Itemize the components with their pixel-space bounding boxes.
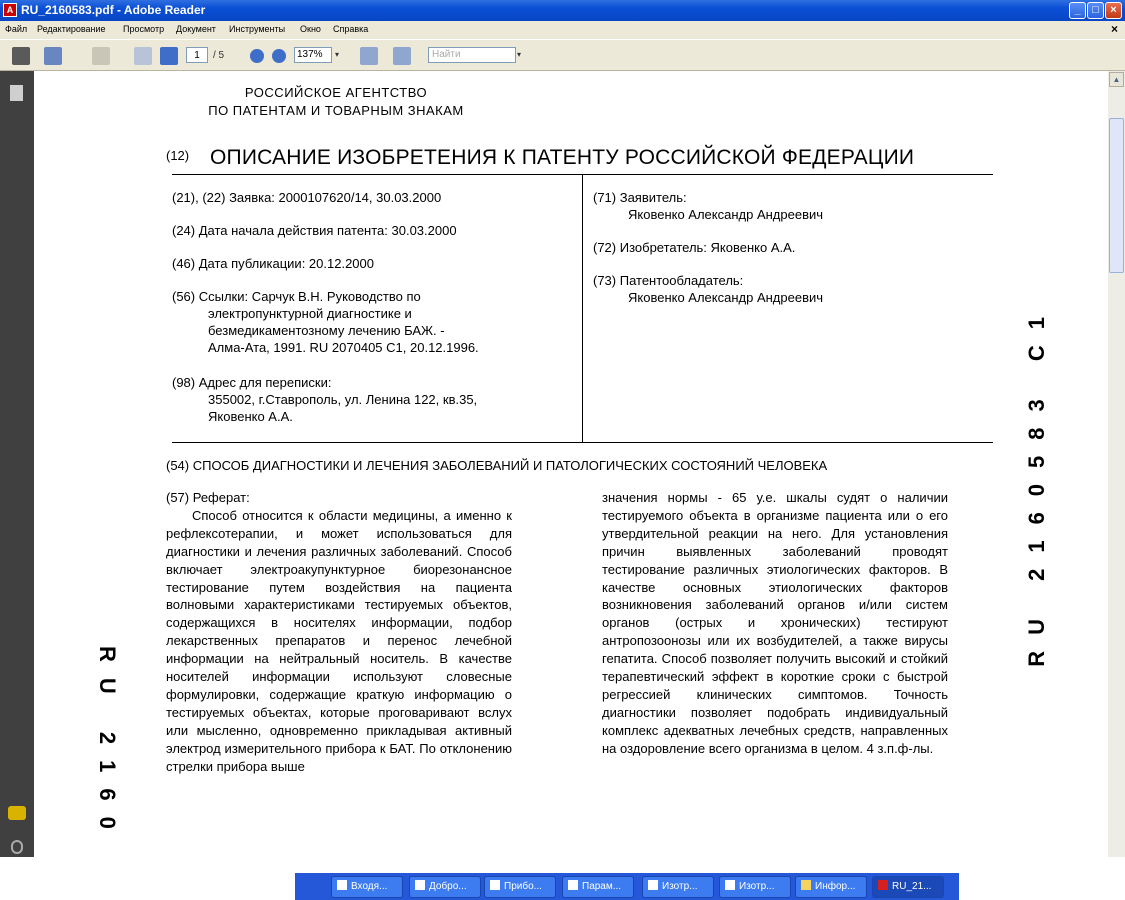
comments-icon[interactable]	[8, 806, 26, 820]
abstract-heading: (57) Реферат:	[166, 490, 250, 505]
divider-bottom	[172, 442, 993, 443]
taskbar-item[interactable]: Инфор...	[795, 876, 867, 898]
divider-vertical	[582, 174, 583, 442]
taskbar-item[interactable]: Входя...	[331, 876, 403, 898]
email-icon[interactable]	[44, 47, 62, 65]
folder-icon	[801, 880, 811, 890]
zoom-select[interactable]: 137%	[294, 47, 332, 63]
pdf-icon	[878, 880, 888, 890]
menu-bar	[0, 21, 1125, 39]
menu-edit[interactable]: Редактирование	[37, 24, 106, 34]
menu-window[interactable]: Окно	[300, 24, 321, 34]
field-98-address: (98) Адрес для переписки:	[172, 375, 332, 390]
single-page-icon[interactable]	[360, 47, 378, 65]
attachments-icon[interactable]	[11, 840, 23, 854]
window-icon	[568, 880, 578, 890]
taskbar-item-active[interactable]: RU_21...	[872, 876, 944, 898]
vertical-scrollbar[interactable]	[1108, 71, 1125, 857]
menu-tools[interactable]: Инструменты	[229, 24, 286, 34]
patent-title: ОПИСАНИЕ ИЗОБРЕТЕНИЯ К ПАТЕНТУ РОССИЙСКОЙ ФЕДЕРАЦИИ	[210, 146, 915, 169]
close-button[interactable]: ×	[1105, 2, 1122, 19]
copy-icon[interactable]	[92, 47, 110, 65]
abstract-left-text: Способ относится к области медицины, а именно к рефлексотерапии, и может использоваться для диагностики и лечения различных заболеваний. Способ включает электроакупунктурное биорезонансное тестирование путем воздействия на пациента волновыми характеристиками тестируемых объектов, содержащихся в носителях информации, подбор лекарственных препаратов и перенос лечебной информации на нейтральный носитель. В качестве носителей информации используют словесные формулировки, содержащие краткую информацию о тестируемых объектах, которые проговаривают вслух или мысленно, одновременно прикладывая активный электрод измерительного прибора к БАТ. По отклонению стрелки прибора выше	[166, 507, 512, 774]
vertical-code-left: RU 2160	[95, 646, 120, 845]
field-24-start-date: (24) Дата начала действия патента: 30.03.2000	[172, 223, 457, 238]
vertical-code-right: RU 2160583 C1	[1024, 301, 1049, 667]
page-total: / 5	[213, 50, 225, 61]
page-number-input[interactable]: 1	[186, 47, 208, 63]
fit-page-icon[interactable]	[393, 47, 411, 65]
field-72-inventor: (72) Изобретатель: Яковенко А.А.	[593, 240, 796, 255]
field-73-name: Яковенко Александр Андреевич	[628, 290, 824, 305]
taskbar	[295, 873, 959, 900]
find-dropdown-icon[interactable]: ▾	[517, 50, 522, 59]
print-icon[interactable]	[12, 47, 30, 65]
code-12: (12)	[166, 148, 190, 163]
agency-line-2: ПО ПАТЕНТАМ И ТОВАРНЫМ ЗНАКАМ	[208, 103, 464, 118]
agency-line-1: РОССИЙСКОЕ АГЕНТСТВО	[244, 85, 428, 100]
find-input[interactable]: Найти	[428, 47, 516, 63]
scroll-up-icon[interactable]: ▲	[1109, 72, 1124, 87]
field-56-line-4: Алма-Ата, 1991. RU 2070405 C1, 20.12.1996.	[208, 340, 479, 355]
window-icon	[490, 880, 500, 890]
scroll-thumb[interactable]	[1109, 118, 1124, 273]
invention-title: (54) СПОСОБ ДИАГНОСТИКИ И ЛЕЧЕНИЯ ЗАБОЛЕВАНИЙ И ПАТОЛОГИЧЕСКИХ СОСТОЯНИЙ ЧЕЛОВЕКА	[166, 458, 828, 473]
zoom-out-icon[interactable]	[250, 49, 264, 63]
field-73-holder: (73) Патентообладатель:	[593, 273, 744, 288]
toolbar	[0, 39, 1125, 71]
taskbar-item[interactable]: Прибо...	[484, 876, 556, 898]
previous-page-icon[interactable]	[134, 47, 152, 65]
window-icon	[648, 880, 658, 890]
next-page-icon[interactable]	[160, 47, 178, 65]
field-56-line-3: безмедикаментозному лечению БАЖ. -	[208, 323, 445, 338]
menu-view[interactable]: Просмотр	[123, 24, 165, 34]
adobe-reader-icon: A	[3, 3, 17, 17]
maximize-button[interactable]: □	[1087, 2, 1104, 19]
field-56-references: (56) Ссылки: Сарчук В.Н. Руководство по	[172, 289, 421, 304]
field-98-line-3: Яковенко А.А.	[208, 409, 293, 424]
document-page	[34, 71, 1108, 857]
menu-document[interactable]: Документ	[176, 24, 216, 34]
field-71-applicant: (71) Заявитель:	[593, 190, 687, 205]
navigation-sidebar	[0, 71, 34, 857]
window-title: RU_2160583.pdf - Adobe Reader	[21, 3, 206, 17]
title-bar	[0, 0, 1125, 21]
zoom-in-icon[interactable]	[272, 49, 286, 63]
abstract-left-column	[166, 489, 512, 776]
window-icon	[415, 880, 425, 890]
taskbar-item[interactable]: Изотр...	[719, 876, 791, 898]
zoom-dropdown-icon[interactable]: ▾	[335, 50, 340, 59]
field-98-line-2: 355002, г.Ставрополь, ул. Ленина 122, кв.35,	[208, 392, 478, 407]
menu-help[interactable]: Справка	[333, 24, 369, 34]
taskbar-item[interactable]: Добро...	[409, 876, 481, 898]
taskbar-item[interactable]: Парам...	[562, 876, 634, 898]
field-56-line-2: электропунктурной диагностике и	[208, 306, 412, 321]
abstract-right-column	[602, 489, 948, 758]
field-46-publication: (46) Дата публикации: 20.12.2000	[172, 256, 374, 271]
abstract-right-text: значения нормы - 65 у.е. шкалы судят о наличии тестируемого объекта в организме пациента или о его утвердительной реакции на него. Для установления причин выявленных заболеваний проводят тестирование различных этиологических факторов. В качестве основных этиологических факторов возникновения заболеваний органов и/или систем органов (острых и хронических) тестируют антропозоонозы или их возбудителей, а также вирусы гепатита. Способ позволяет получить высокий и стойкий терапевтический эффект в короткие сроки с быстрой регрессией клинических симптомов. Точность диагностики позволяет подобрать индивидуальный комплекс адекватных лечебных средств, направленных на оздоровление всего организма в целом. 4 з.п.ф-лы.	[602, 490, 948, 756]
taskbar-item[interactable]: Изотр...	[642, 876, 714, 898]
window-icon	[337, 880, 347, 890]
menu-file[interactable]: Файл	[5, 24, 28, 34]
field-71-name: Яковенко Александр Андреевич	[628, 207, 824, 222]
pages-panel-icon[interactable]	[10, 85, 23, 101]
window-icon	[725, 880, 735, 890]
field-21-application: (21), (22) Заявка: 2000107620/14, 30.03.2000	[172, 190, 442, 205]
document-close-icon[interactable]: ×	[1110, 22, 1118, 36]
minimize-button[interactable]: _	[1069, 2, 1086, 19]
